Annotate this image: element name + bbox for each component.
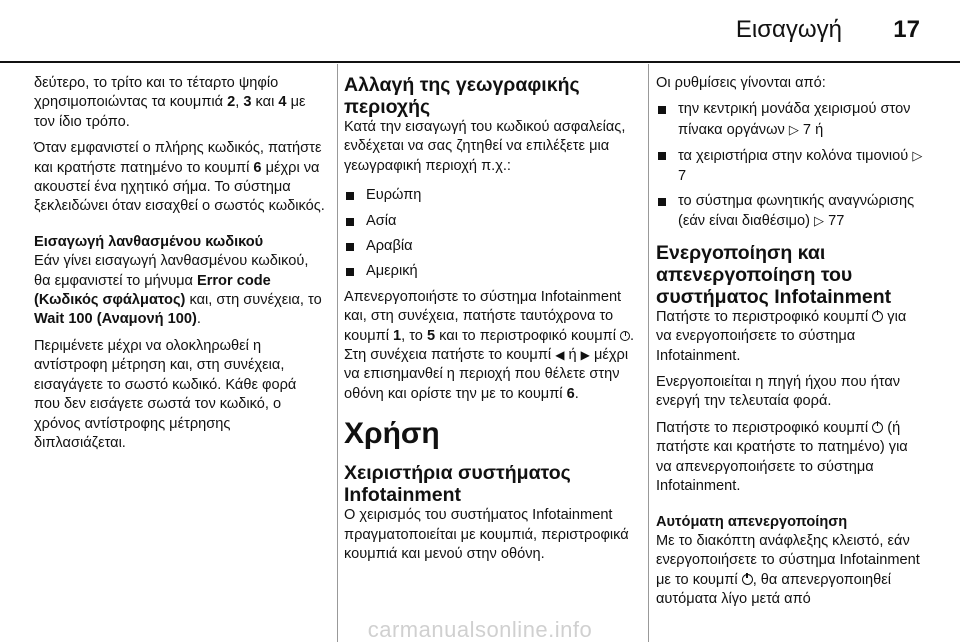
heading-auto-off: Αυτόματη απενεργοποίηση [656,513,848,530]
list-item: το σύστημα φωνητικής αναγνώρισης (εάν είναι διαθέσιμο) ▷ 77 [656,192,926,232]
paragraph-digits: δεύτερο, το τρίτο και το τέταρτο ψηφίο χρησιμοποιώντας τα κουμπιά 2, 3 και 4 με τον ίδιο τρόπο. [34,75,306,130]
column-3 [656,74,926,617]
list-item: τα χειριστήρια στην κολόνα τιμονιού ▷ 7 [656,146,926,186]
arrow-right-icon: ▶ [580,348,590,363]
bullet-icon [346,192,354,200]
rotary-dial-icon [620,331,630,341]
heading-controls: Χειριστήρια συστήματος Infotainment [344,462,571,507]
bullet-icon [658,152,666,160]
bullet-icon [658,106,666,114]
column-1 [34,74,326,460]
column-divider-1 [337,64,338,642]
paragraph-turn-off: Πατήστε το περιστροφικό κουμπί (ή πατήστε και κρατήστε το πατημένο) για να απενεργοποιήσετε το σύστημα Infotainment. [656,419,908,495]
power-knob-icon [872,311,883,322]
region-list [344,186,636,282]
bullet-icon [346,218,354,226]
page-ref[interactable]: 7 [678,167,687,184]
list-item: Αραβία [344,237,636,256]
header-rule [0,61,960,63]
paragraph-turn-on: Πατήστε το περιστροφικό κουμπί για να ενεργοποιήσετε το σύστημα Infotainment. [656,308,907,364]
heading-on-off: Ενεργοποίηση και απενεργοποίηση του συστήματος Infotainment [656,241,892,308]
bullet-icon [658,198,666,206]
heading-region-change: Αλλαγή της γεωγραφικής περιοχής [344,74,580,118]
page-ref[interactable]: 7 [802,121,812,138]
page-title: Εισαγωγή [735,16,842,43]
paragraph-last-source: Ενεργοποιείται η πηγή ήχου που ήταν ενεργή την τελευταία φορά. [656,374,901,410]
arrow-left-icon: ◀ [555,348,565,363]
page-ref-arrow-icon: ▷ [788,121,799,137]
list-item: Ευρώπη [344,186,636,205]
heading-use: Χρήση [344,417,440,451]
heading-wrong-code: Εισαγωγή λανθασμένου κωδικού [34,233,264,250]
page-ref-arrow-icon: ▷ [814,213,825,229]
page-ref-arrow-icon: ▷ [912,148,923,164]
paragraph-auto-off: Με το διακόπτη ανάφλεξης κλειστό, εάν ενεργοποιήσετε το σύστημα Infotainment με το κουμπί , θα απενεργοποιηθεί αυτόματα λίγο μετά από [656,532,920,608]
list-item: Αμερική [344,262,636,281]
paragraph-countdown: Περιμένετε μέχρι να ολοκληρωθεί η αντίστροφη μέτρηση και, στη συνέχεια, εισαγάγετε το σωστό κωδικό. Κάθε φορά που δεν εισάγετε σωστά τον κωδικό, ο χρόνος αντίστροφης μέτρησης διπλασιάζεται. [34,337,297,451]
page-number: 17 [893,16,920,43]
watermark: carmanualsonline.info [367,617,593,642]
paragraph-full-code: Όταν εμφανιστεί ο πλήρης κωδικός, πατήστε και κρατήστε πατημένο το κουμπί 6 μέχρι να ακουστεί ένα ηχητικό σήμα. Το σύστημα ξεκλειδώνει όταν εισαχθεί ο σωστός κωδικός. [34,140,325,215]
paragraph-region-intro: Κατά την εισαγωγή του κωδικού ασφαλείας, ενδέχεται να σας ζητηθεί να επιλέξετε μια γεωγραφική περιοχή π.χ.: [344,119,626,174]
list-item: Ασία [344,212,636,231]
page-header [0,0,960,56]
bullet-icon [346,268,354,276]
list-item: την κεντρική μονάδα χειρισμού στον πίνακα οργάνων ▷ 7 ή [656,100,926,140]
paragraph-settings-intro: Οι ρυθμίσεις γίνονται από: [656,75,826,91]
column-2 [344,74,636,572]
page-ref[interactable]: 77 [828,213,845,230]
bullet-icon [346,243,354,251]
paragraph-region-steps: Απενεργοποιήστε το σύστημα Infotainment και, στη συνέχεια, πατήστε ταυτόχρονα το κουμπί 1, το 5 και το περιστροφικό κουμπί . Στη συνέχεια πατήστε το κουμπί ◀ ή ▶ μέχρι να επισημανθεί η περιοχή που θέλετε στην οθόνη και ορίστε την με το κουμπί 6. [344,288,635,402]
power-knob-icon [742,574,753,585]
paragraph-wrong-code: Εάν γίνει εισαγωγή λανθασμένου κωδικού, θα εμφανιστεί το μήνυμα Error code (Κωδικός σφάλματος) και, στη συνέχεια, το Wait 100 (Αναμονή 100). [34,253,322,328]
paragraph-controls: Ο χειρισμός του συστήματος Infotainment πραγματοποιείται με κουμπιά, περιστροφικά κουμπιά και μενού στην οθόνη. [344,507,629,563]
column-divider-2 [648,64,649,642]
power-knob-icon [872,422,883,433]
settings-list [656,100,926,231]
